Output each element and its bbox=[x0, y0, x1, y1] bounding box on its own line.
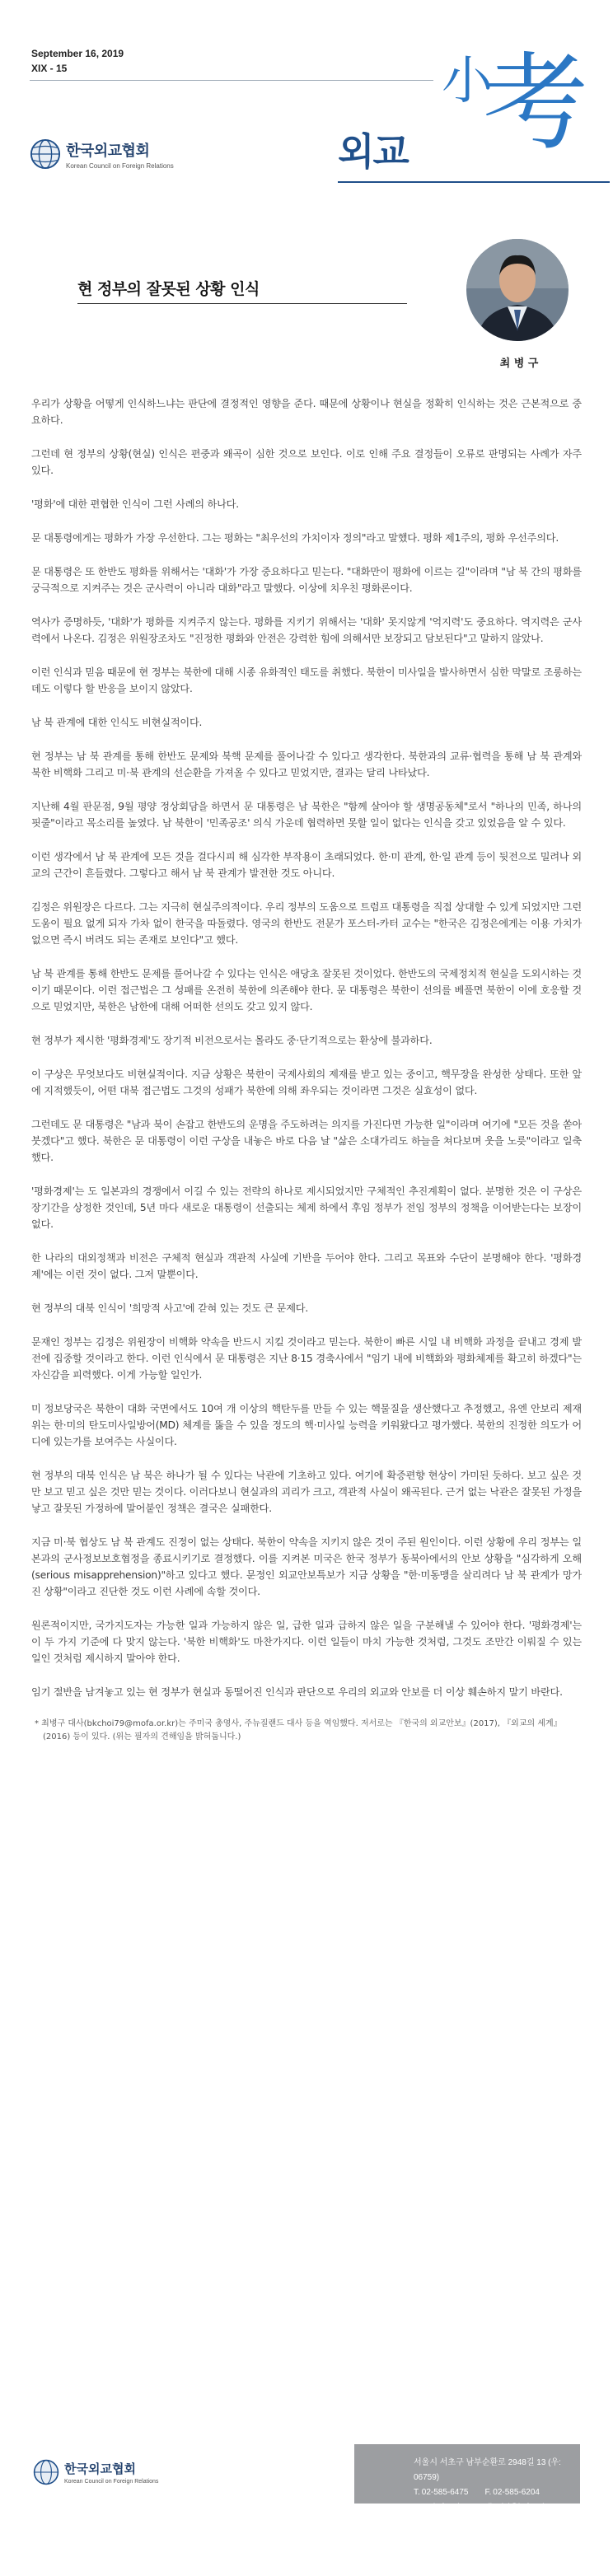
brand-underline bbox=[338, 181, 610, 183]
article-paragraph: 지금 미·북 협상도 남 북 관계도 진정이 없는 상태다. 북한이 약속을 지키지 않은 것이 주된 원인이다. 이런 상황에 우리 정부는 일본과의 군사정보보호협정을 종료시키기로 결정했다. 이를 지켜본 미국은 한국 정부가 동북아에서의 안보 상황을 "심각하게 오해(serious misapprehension)"하고 있다고 했다. 문정인 외교안보특보가 지금 상황을 "한·미동맹을 살리려다 남 북 관계가 망가진 상황"이라고 진단한 것도 이런 사례에 속할 것이다. bbox=[31, 1536, 582, 1597]
brand-logotype bbox=[338, 16, 610, 198]
article-paragraph: 남 북 관계를 통해 한반도 문제를 풀어나갈 수 있다는 인식은 애당초 잘못된 것이었다. 한반도의 국제정치적 현실을 도외시하는 것이기 때문이다. 이런 접근법은 그 성패를 온전히 북한에 의존해야 한다. 문 대통령은 북한이 선의를 베풀면 북한이 이에 호응할 것으로 믿었지만, 북한은 남한에 대해 어떠한 선의도 갖고 있지 않다. bbox=[31, 968, 582, 1012]
org-name-ko: 한국외교협회 bbox=[66, 142, 150, 160]
footer-tel: 02-585-6475 bbox=[421, 2488, 469, 2497]
article-heading bbox=[0, 239, 613, 412]
newsletter-footer bbox=[0, 2434, 613, 2576]
article-paragraph: 원론적이지만, 국가지도자는 가능한 일과 가능하지 않은 일, 급한 일과 급하지 않은 일을 구분해낼 수 있어야 한다. '평화경제'는 이 두 가지 기준에 다 맞지 않는다. '북한 비핵화'도 마찬가지다. 이런 일들이 마치 가능한 것처럼, 그것도 조만간 이뤄질 수 있는 일인 것처럼 제시하지 말아야 한다. bbox=[31, 1620, 582, 1664]
author-portrait-icon bbox=[466, 239, 569, 341]
article-paragraph: 현 정부의 대북 인식은 남 북은 하나가 될 수 있다는 낙관에 기초하고 있다. 여기에 확증편향 현상이 가미된 듯하다. 보고 싶은 것만 보고 믿고 싶은 것만 믿는 것이다. 이러다보니 현실과의 괴리가 크고, 객관적 사실이 왜곡된다. 근거 없는 낙관은 잘못된 가정을 낳고 잘못된 가정하에 말어붙인 정책은 결국은 실패한다. bbox=[31, 1470, 582, 1514]
article-paragraph: 김정은 위원장은 다르다. 그는 지극히 현실주의적이다. 우리 정부의 도움으로 트럼프 대통령을 직접 상대할 수 있게 되었지만 그런 도움이 필요 없게 되자 가차 없이 한국을 따돌렸다. 영국의 한반도 전문가 포스터-카터 교수는 "한국은 김정은에게는 이용 가치가 없으면 즉시 버려도 되는 존재로 보인다"고 했다. bbox=[31, 901, 582, 946]
article-paragraph: '평화경제'는 도 일본과의 경쟁에서 이길 수 있는 전략의 하나로 제시되었지만 구체적인 추진계획이 없다. 분명한 것은 이 구상은 장기간을 상정한 것인데, 5년 마다 새로운 대통령이 선출되는 체제 하에서 후임 정부가 전임 정부의 정책을 이어받는다는 보장이 없다. bbox=[31, 1185, 582, 1230]
article-paragraph: 그런데 현 정부의 상황(현실) 인식은 편중과 왜곡이 심한 것으로 보인다. 이로 인해 주요 결정들이 오류로 판명되는 사례가 자주 있다. bbox=[31, 448, 582, 476]
article-paragraph: 미 정보당국은 북한이 대화 국면에서도 10여 개 이상의 핵탄두를 만들 수 있는 핵물질을 생산했다고 추정했고, 유엔 안보리 제재위는 한·미의 탄도미사일방어(MD) 체계를 뚫을 수 있을 정도의 핵·미사일 능력을 키워왔다고 평가했다. 북한의 진정한 의도가 어디에 있는가를 보여주는 사실이다. bbox=[31, 1403, 582, 1447]
article-paragraph: 남 북 관계에 대한 인식도 비현실적이다. bbox=[31, 717, 203, 728]
footer-tel-label: T. bbox=[414, 2488, 420, 2497]
article-paragraph: 문 대통령에게는 평화가 가장 우선한다. 그는 평화는 "최우선의 가치이자 정의"라고 말했다. 평화 제1주의, 평화 우선주의다. bbox=[31, 532, 559, 544]
footer-org-name-en: Korean Council on Foreign Relations bbox=[64, 2479, 159, 2485]
article-paragraph: 이런 생각에서 남 북 관계에 모든 것을 걸다시피 해 심각한 부작용이 초래되었다. 한·미 관계, 한·일 관계 등이 뒷전으로 밀려나 외교의 근간이 흔들렸다. 그렇다고 해서 남 북 관계가 발전한 것도 아니다. bbox=[31, 851, 582, 879]
footer-contact-panel bbox=[354, 2444, 580, 2512]
article-paragraph: 그런데도 문 대통령은 "남과 북이 손잡고 한반도의 운명을 주도하려는 의지를 가진다면 가능한 일"이라며 여기에 "모든 것을 쏟아 붓겠다"고 했다. 북한은 문 대통령이 이런 구상을 내놓은 바로 다음 날 "삶은 소대가리도 하늘을 쳐다보며 웃을 노릇"이라고 일축했다. bbox=[31, 1119, 582, 1163]
author-footnote: * 최병구 대사(bkchoi79@mofa.or.kr)는 주미국 총영사, 주뉴질랜드 대사 등을 역임했다. 저서로는 『한국의 외교안보』(2017), 『외교의 세계』(2016) 등이 있다. (위는 필자의 견해임을 밝혀둡니다.) bbox=[35, 1719, 562, 1741]
footer-address: 서울시 서초구 남부순환로 2948길 13 (우: 06759) bbox=[414, 2458, 561, 2482]
article-body bbox=[31, 395, 582, 1744]
article-title: 현 정부의 잘못된 상황 인식 bbox=[77, 280, 260, 298]
brand-hanja-small: 小 bbox=[442, 50, 494, 110]
author-photo bbox=[466, 239, 569, 341]
footer-fax-label: F. bbox=[484, 2488, 492, 2497]
article-paragraph: 우리가 상황을 어떻게 인식하느냐는 판단에 결정적인 영향을 준다. 때문에 상황이나 현실을 정확히 인식하는 것은 근본적으로 중요하다. bbox=[31, 398, 582, 426]
article-paragraph: 임기 절반을 남겨놓고 있는 현 정부가 현실과 동떨어진 인식과 판단으로 우리의 외교와 안보를 더 이상 훼손하지 말기 바란다. bbox=[31, 1686, 563, 1698]
issue-number: XIX - 15 bbox=[31, 63, 68, 74]
org-logo bbox=[30, 138, 174, 170]
article-paragraph: 이런 인식과 믿음 때문에 현 정부는 북한에 대해 시종 유화적인 태도를 취했다. 북한이 미사일을 발사하면서 심한 막말로 조롱하는데도 이렇다 할 반응을 보이지 않았다. bbox=[31, 666, 582, 694]
footer-globe-emblem-icon bbox=[33, 2459, 59, 2485]
article-paragraph: 문재인 정부는 김정은 위원장이 비핵화 약속을 반드시 지킬 것이라고 믿는다. 북한이 빠른 시일 내 비핵화 과정을 끝내고 경제 발전에 집중할 것이라고 한다. 이런 인식에서 문 대통령은 지난 8·15 경축사에서 "임기 내에 비핵화와 평화체제를 확고히 하겠다"는 자신감을 피력했다. 이게 가능할 일인가. bbox=[31, 1336, 582, 1381]
issue-date: September 16, 2019 bbox=[31, 48, 124, 59]
article-paragraph: 한 나라의 대외정책과 비전은 구체적 현실과 객관적 사실에 기반을 두어야 한다. 그리고 목표와 수단이 분명해야 한다. '평화경제'에는 이런 것이 없다. 그저 말뿐이다. bbox=[31, 1252, 582, 1280]
footer-fax: 02-585-6204 bbox=[493, 2488, 540, 2497]
author-name: 최 병 구 bbox=[499, 358, 539, 370]
brand-korean: 외교 bbox=[338, 129, 408, 174]
article-paragraph: 문 대통령은 또 한반도 평화를 위해서는 '대화'가 가장 중요하다고 믿는다. "대화만이 평화에 이르는 길"이라며 "남 북 간의 평화를 궁극적으로 지켜주는 것은 군사력이 아니라 대화"라고 말했다. 이상에 치우친 평화론이다. bbox=[31, 566, 582, 594]
article-paragraph: '평화'에 대한 편협한 인식이 그런 사례의 하나다. bbox=[31, 498, 239, 510]
article-paragraph: 현 정부가 제시한 '평화경제'도 장기적 비전으로서는 몰라도 중·단기적으로는 환상에 불과하다. bbox=[31, 1035, 433, 1046]
footer-org-name-ko: 한국외교협회 bbox=[64, 2461, 136, 2476]
article-paragraph: 이 구상은 무엇보다도 비현실적이다. 지금 상황은 북한이 국제사회의 제재를 받고 있는 중이고, 핵무장을 완성한 상태다. 또한 앞에 지적했듯이, 어떤 대북 접근법도 그것의 성패가 북한에 의해 좌우되는 것이라면 그것은 실효성이 없다. bbox=[31, 1068, 582, 1096]
footer-website[interactable]: www.kcfr.or.kr bbox=[414, 2503, 465, 2512]
title-underline bbox=[77, 303, 407, 304]
newsletter-header bbox=[0, 0, 613, 206]
org-name-en: Korean Council on Foreign Relations bbox=[66, 161, 174, 170]
article-paragraph: 현 정부는 남 북 관계를 통해 한반도 문제와 북핵 문제를 풀어나갈 수 있다고 생각한다. 북한과의 교류·협력을 통해 남 북 관계와 북한 비핵화 그리고 미·북 관계의 선순환을 가져올 수 있다고 믿었지만, 결과는 달리 나타났다. bbox=[31, 750, 582, 778]
footer-email[interactable]: editorial@kcfr.or.kr bbox=[480, 2503, 550, 2512]
brand-hanja-large: 考 bbox=[483, 42, 589, 165]
footer-org-logo bbox=[33, 2459, 158, 2485]
globe-emblem-icon bbox=[30, 138, 61, 170]
article-paragraph: 지난해 4월 판문점, 9월 평양 정상회담을 하면서 문 대통령은 남 북한은 "함께 살아야 할 생명공동체"로서 "하나의 민족, 하나의 핏줄"이라고 목소리를 높였다. 남 북한이 '민족공조' 의식 가운데 협력하면 못할 일이 없다는 인식을 갖고 있었음을 알 수 있다. bbox=[31, 801, 582, 829]
article-paragraph: 현 정부의 대북 인식이 '희망적 사고'에 갇혀 있는 것도 큰 문제다. bbox=[31, 1302, 309, 1314]
article-paragraph: 역사가 증명하듯, '대화'가 평화를 지켜주지 않는다. 평화를 지키기 위해서는 '대화' 못지않게 '억지력'도 중요하다. 역지력은 군사력에서 나온다. 김정은 위원장조차도 "진정한 평화와 안전은 강력한 힘에 의해서만 보장되고 담보된다"고 말하지 않았나. bbox=[31, 616, 582, 644]
